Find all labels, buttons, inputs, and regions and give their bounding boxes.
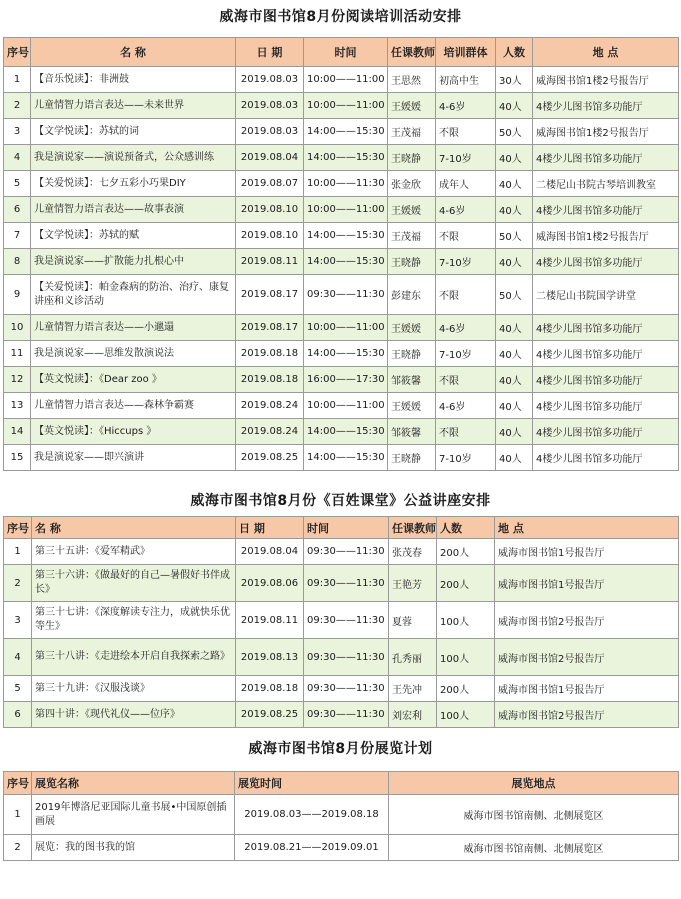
table-header-row <box>4 772 679 795</box>
cell-index: 4 <box>4 639 32 676</box>
cell-location: 4楼少儿图书馆多功能厅 <box>533 145 679 171</box>
cell-time: 14:00——15:30 <box>304 445 388 471</box>
header-count: 人数 <box>496 38 533 67</box>
header-time: 时间 <box>304 517 389 539</box>
cell-teacher: 刘宏利 <box>389 702 437 728</box>
cell-date: 2019.08.03 <box>236 93 304 119</box>
table-row <box>4 145 679 171</box>
section3-title: 威海市图书馆8月份展览计划 <box>248 741 433 757</box>
table-row <box>4 835 679 861</box>
cell-name: 第三十九讲：《汉服浅谈》 <box>32 676 236 702</box>
cell-location: 威海图书馆1楼2号报告厅 <box>533 223 679 249</box>
table-row <box>4 341 679 367</box>
cell-index: 1 <box>4 67 31 93</box>
cell-date: 2019.08.24 <box>236 419 304 445</box>
cell-location: 威海市图书馆1号报告厅 <box>495 676 679 702</box>
cell-date: 2019.08.04 <box>236 145 304 171</box>
cell-name: 儿童情智力语言表达——故事表演 <box>31 197 236 223</box>
cell-count: 40人 <box>496 445 533 471</box>
table-row <box>4 367 679 393</box>
cell-name: 第三十六讲：《做最好的自己—暑假好书伴成长》 <box>32 565 236 602</box>
cell-time: 09:30——11:30 <box>304 275 388 315</box>
header-index: 序号 <box>4 772 32 795</box>
cell-group: 不限 <box>436 419 496 445</box>
cell-location: 威海市图书馆2号报告厅 <box>495 702 679 728</box>
cell-date: 2019.08.03 <box>236 119 304 145</box>
cell-name: 【文学悦读】：苏轼的赋 <box>31 223 236 249</box>
cell-date: 2019.08.11 <box>236 249 304 275</box>
cell-date: 2019.08.11 <box>236 602 304 639</box>
table-row <box>4 639 679 676</box>
cell-date: 2019.08.07 <box>236 171 304 197</box>
section1-title: 威海市图书馆8月份阅读培训活动安排 <box>219 9 462 25</box>
cell-time: 14:00——15:30 <box>304 119 388 145</box>
cell-name: 2019年博洛尼亚国际儿童书展•中国原创插画展 <box>32 795 235 835</box>
cell-date: 2019.08.03 <box>236 67 304 93</box>
header-date: 日 期 <box>236 517 304 539</box>
table-row <box>4 393 679 419</box>
cell-name: 我是演说家——即兴演讲 <box>31 445 236 471</box>
cell-index: 1 <box>4 539 32 565</box>
header-date: 日 期 <box>236 38 304 67</box>
cell-index: 6 <box>4 702 32 728</box>
cell-location: 4楼少儿图书馆多功能厅 <box>533 93 679 119</box>
cell-location: 4楼少儿图书馆多功能厅 <box>533 197 679 223</box>
cell-time: 16:00——17:30 <box>304 367 388 393</box>
cell-name: 第三十七讲：《深度解读专注力，成就快乐优等生》 <box>32 602 236 639</box>
cell-date: 2019.08.06 <box>236 565 304 602</box>
cell-count: 40人 <box>496 197 533 223</box>
cell-teacher: 王思然 <box>388 67 436 93</box>
cell-group: 不限 <box>436 119 496 145</box>
cell-time: 10:00——11:00 <box>304 393 388 419</box>
public-lectures-table <box>3 516 679 728</box>
cell-location: 威海市图书馆南侧、北侧展览区 <box>389 795 679 835</box>
cell-location: 4楼少儿图书馆多功能厅 <box>533 341 679 367</box>
cell-location: 威海市图书馆1号报告厅 <box>495 539 679 565</box>
cell-teacher: 孔秀丽 <box>389 639 437 676</box>
cell-name: 展览：我的图书我的馆 <box>32 835 235 861</box>
cell-time: 09:30——11:30 <box>304 565 389 602</box>
cell-time: 14:00——15:30 <box>304 145 388 171</box>
cell-teacher: 王先冲 <box>389 676 437 702</box>
cell-time: 09:30——11:30 <box>304 539 389 565</box>
cell-count: 40人 <box>496 171 533 197</box>
cell-count: 40人 <box>496 249 533 275</box>
cell-location: 威海市图书馆南侧、北侧展览区 <box>389 835 679 861</box>
cell-time: 10:00——11:00 <box>304 93 388 119</box>
cell-group: 4-6岁 <box>436 93 496 119</box>
cell-teacher: 王媛媛 <box>388 197 436 223</box>
cell-date: 2019.08.25 <box>236 702 304 728</box>
table-row <box>4 315 679 341</box>
table-header-row <box>4 38 679 67</box>
cell-index: 6 <box>4 197 31 223</box>
cell-count: 50人 <box>496 119 533 145</box>
cell-name: 儿童情智力语言表达——小邋遢 <box>31 315 236 341</box>
cell-time: 09:30——11:30 <box>304 676 389 702</box>
header-index: 序号 <box>4 38 31 67</box>
cell-group: 4-6岁 <box>436 315 496 341</box>
cell-time: 09:30——11:30 <box>304 639 389 676</box>
cell-teacher: 王茂福 <box>388 223 436 249</box>
header-location: 地 点 <box>533 38 679 67</box>
cell-teacher: 王晓静 <box>388 249 436 275</box>
cell-group: 7-10岁 <box>436 341 496 367</box>
header-time: 时间 <box>304 38 388 67</box>
header-count: 人数 <box>437 517 495 539</box>
header-location: 展览地点 <box>389 772 679 795</box>
cell-group: 初高中生 <box>436 67 496 93</box>
cell-date: 2019.08.10 <box>236 223 304 249</box>
cell-count: 100人 <box>437 602 495 639</box>
cell-date: 2019.08.24 <box>236 393 304 419</box>
cell-name: 【关爱悦读】：帕金森病的防治、治疗、康复讲座和义诊活动 <box>31 275 236 315</box>
cell-index: 3 <box>4 602 32 639</box>
table-row <box>4 539 679 565</box>
table-row <box>4 119 679 145</box>
cell-group: 成年人 <box>436 171 496 197</box>
table-row <box>4 275 679 315</box>
header-location: 地 点 <box>495 517 679 539</box>
cell-date: 2019.08.18 <box>236 367 304 393</box>
table-row <box>4 445 679 471</box>
cell-location: 威海图书馆1楼2号报告厅 <box>533 119 679 145</box>
cell-location: 威海市图书馆2号报告厅 <box>495 639 679 676</box>
cell-time: 14:00——15:30 <box>304 341 388 367</box>
cell-count: 50人 <box>496 275 533 315</box>
cell-teacher: 王茂福 <box>388 119 436 145</box>
cell-location: 二楼尼山书院国学讲堂 <box>533 275 679 315</box>
cell-count: 100人 <box>437 702 495 728</box>
cell-index: 5 <box>4 676 32 702</box>
cell-name: 儿童情智力语言表达——森林争霸赛 <box>31 393 236 419</box>
table-row <box>4 565 679 602</box>
cell-index: 9 <box>4 275 31 315</box>
cell-location: 4楼少儿图书馆多功能厅 <box>533 367 679 393</box>
cell-name: 第三十八讲：《走进绘本开启自我探索之路》 <box>32 639 236 676</box>
cell-time: 2019.08.21——2019.09.01 <box>235 835 389 861</box>
cell-index: 1 <box>4 795 32 835</box>
table-row <box>4 676 679 702</box>
cell-index: 7 <box>4 223 31 249</box>
cell-index: 8 <box>4 249 31 275</box>
table-row <box>4 419 679 445</box>
cell-count: 40人 <box>496 393 533 419</box>
cell-teacher: 彭建东 <box>388 275 436 315</box>
cell-count: 200人 <box>437 676 495 702</box>
cell-date: 2019.08.13 <box>236 639 304 676</box>
cell-date: 2019.08.25 <box>236 445 304 471</box>
cell-teacher: 王晓静 <box>388 341 436 367</box>
cell-count: 30人 <box>496 67 533 93</box>
cell-teacher: 邹筱馨 <box>388 367 436 393</box>
cell-index: 14 <box>4 419 31 445</box>
cell-location: 威海市图书馆2号报告厅 <box>495 602 679 639</box>
cell-time: 2019.08.03——2019.08.18 <box>235 795 389 835</box>
cell-name: 【关爱悦读】：七夕五彩小巧果DIY <box>31 171 236 197</box>
cell-index: 4 <box>4 145 31 171</box>
cell-location: 4楼少儿图书馆多功能厅 <box>533 249 679 275</box>
header-group: 培训群体 <box>436 38 496 67</box>
cell-index: 10 <box>4 315 31 341</box>
cell-time: 09:30——11:30 <box>304 602 389 639</box>
cell-location: 4楼少儿图书馆多功能厅 <box>533 393 679 419</box>
header-teacher: 任课教师 <box>389 517 437 539</box>
cell-time: 10:00——11:00 <box>304 315 388 341</box>
cell-date: 2019.08.18 <box>236 676 304 702</box>
cell-count: 40人 <box>496 315 533 341</box>
cell-teacher: 王晓静 <box>388 445 436 471</box>
cell-name: 【英文悦读】：《Hiccups 》 <box>31 419 236 445</box>
header-time: 展览时间 <box>235 772 389 795</box>
cell-location: 4楼少儿图书馆多功能厅 <box>533 419 679 445</box>
cell-teacher: 王媛媛 <box>388 393 436 419</box>
cell-index: 2 <box>4 565 32 602</box>
cell-time: 14:00——15:30 <box>304 223 388 249</box>
cell-date: 2019.08.04 <box>236 539 304 565</box>
table-row <box>4 171 679 197</box>
cell-time: 10:00——11:00 <box>304 67 388 93</box>
cell-index: 13 <box>4 393 31 419</box>
cell-count: 200人 <box>437 539 495 565</box>
cell-time: 10:00——11:00 <box>304 197 388 223</box>
cell-group: 7-10岁 <box>436 145 496 171</box>
cell-location: 威海图书馆1楼2号报告厅 <box>533 67 679 93</box>
cell-index: 2 <box>4 93 31 119</box>
cell-count: 40人 <box>496 341 533 367</box>
cell-count: 40人 <box>496 93 533 119</box>
cell-name: 【音乐悦读】：非洲鼓 <box>31 67 236 93</box>
cell-date: 2019.08.17 <box>236 315 304 341</box>
reading-activities-table <box>3 37 679 471</box>
cell-count: 40人 <box>496 145 533 171</box>
cell-time: 14:00——15:30 <box>304 249 388 275</box>
cell-date: 2019.08.18 <box>236 341 304 367</box>
cell-name: 第三十五讲：《爱军精武》 <box>32 539 236 565</box>
cell-teacher: 张茂春 <box>389 539 437 565</box>
cell-teacher: 王艳芳 <box>389 565 437 602</box>
cell-name: 我是演说家——扩散能力扎根心中 <box>31 249 236 275</box>
table-header-row <box>4 517 679 539</box>
cell-date: 2019.08.17 <box>236 275 304 315</box>
cell-index: 3 <box>4 119 31 145</box>
cell-teacher: 邹筱馨 <box>388 419 436 445</box>
cell-count: 200人 <box>437 565 495 602</box>
section2-title: 威海市图书馆8月份《百姓课堂》公益讲座安排 <box>190 493 491 509</box>
cell-location: 二楼尼山书院古琴培训教室 <box>533 171 679 197</box>
table-row <box>4 197 679 223</box>
table-row <box>4 67 679 93</box>
cell-count: 40人 <box>496 367 533 393</box>
cell-time: 14:00——15:30 <box>304 419 388 445</box>
cell-index: 15 <box>4 445 31 471</box>
cell-count: 100人 <box>437 639 495 676</box>
table-row <box>4 223 679 249</box>
cell-location: 威海市图书馆1号报告厅 <box>495 565 679 602</box>
cell-index: 2 <box>4 835 32 861</box>
cell-index: 11 <box>4 341 31 367</box>
header-name: 名 称 <box>32 517 236 539</box>
cell-location: 4楼少儿图书馆多功能厅 <box>533 445 679 471</box>
cell-time: 10:00——11:30 <box>304 171 388 197</box>
cell-count: 40人 <box>496 419 533 445</box>
cell-group: 4-6岁 <box>436 197 496 223</box>
header-name: 展览名称 <box>32 772 235 795</box>
cell-teacher: 王媛媛 <box>388 315 436 341</box>
cell-group: 不限 <box>436 367 496 393</box>
cell-group: 不限 <box>436 275 496 315</box>
table-row <box>4 602 679 639</box>
cell-location: 4楼少儿图书馆多功能厅 <box>533 315 679 341</box>
table-row <box>4 795 679 835</box>
cell-name: 【英文悦读】：《Dear zoo 》 <box>31 367 236 393</box>
table-row <box>4 702 679 728</box>
header-name: 名 称 <box>31 38 236 67</box>
table-row <box>4 93 679 119</box>
cell-teacher: 王晓静 <box>388 145 436 171</box>
cell-group: 不限 <box>436 223 496 249</box>
cell-index: 12 <box>4 367 31 393</box>
exhibitions-table <box>3 771 679 861</box>
cell-group: 4-6岁 <box>436 393 496 419</box>
cell-name: 第四十讲：《现代礼仪——位序》 <box>32 702 236 728</box>
cell-date: 2019.08.10 <box>236 197 304 223</box>
table-row <box>4 249 679 275</box>
cell-name: 我是演说家——演说预备式，公众感训练 <box>31 145 236 171</box>
cell-index: 5 <box>4 171 31 197</box>
cell-count: 50人 <box>496 223 533 249</box>
cell-name: 儿童情智力语言表达——未来世界 <box>31 93 236 119</box>
cell-group: 7-10岁 <box>436 249 496 275</box>
cell-name: 我是演说家——思维发散演说法 <box>31 341 236 367</box>
cell-teacher: 张金欣 <box>388 171 436 197</box>
cell-name: 【文学悦读】：苏轼的词 <box>31 119 236 145</box>
cell-group: 7-10岁 <box>436 445 496 471</box>
header-teacher: 任课教师 <box>388 38 436 67</box>
cell-teacher: 王媛媛 <box>388 93 436 119</box>
header-index: 序号 <box>4 517 32 539</box>
cell-time: 09:30——11:30 <box>304 702 389 728</box>
cell-teacher: 夏蓉 <box>389 602 437 639</box>
